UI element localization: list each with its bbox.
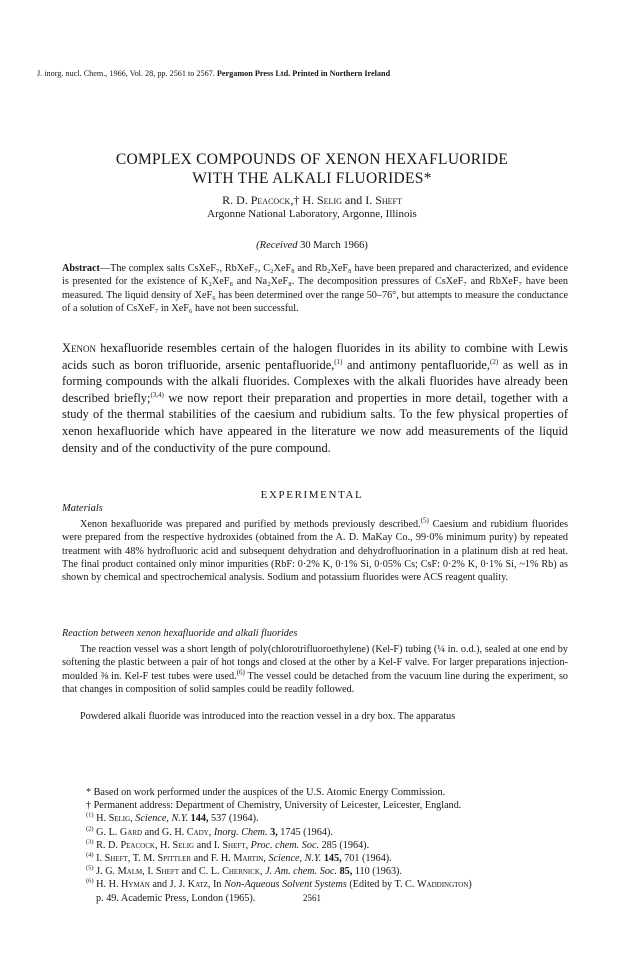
reference-text: , In [207,879,225,891]
reference-text: 1745 (1964). [277,826,333,838]
reference-text: I. [93,853,105,865]
author-3-name: Sheft [375,193,402,207]
reference-author: Sheft [104,853,128,865]
intro-text: we now report their preparation and properties in more detail, together with a study of the thermal stabilities of the caesium and rubidium salts. To the few physical properties of xenon hexafluoride which have appeared in the literature we now add measurements of the liquid density and of the conductivity of the pure compound. [62,390,568,455]
reference-text: 110 (1963). [352,866,403,878]
reference-5 [86,865,576,878]
introduction [62,340,568,456]
reference-author: Sheft [222,839,246,851]
author-2-name: Selig [317,193,342,207]
reference-journal: Science, N.Y. [268,853,322,865]
author-3-initials: I. [365,193,376,207]
author-1-initials: R. D. [222,193,251,207]
reference-text: (Edited by T. C. [346,879,417,891]
intro-text: as well as in forming compounds with the alkali fluorides. Complexes with the alkali fluorides have already been described briefly; [62,357,568,405]
reference-journal: Inorg. Chem. [213,826,268,838]
reference-text: , [245,839,251,851]
reference-4 [86,852,576,865]
reference-number: (5) [86,864,94,872]
reference-2 [86,826,576,839]
subsection-reaction: Reaction between xenon hexafluoride and alkali fluorides [62,628,298,639]
reference-journal: Proc. chem. Soc. [250,839,320,851]
author-conjunction: and [341,193,366,207]
reference-author: Katz [187,879,208,891]
reference-number: (2) [86,825,94,833]
received-value: 30 March 1966) [297,240,368,251]
reference-text: , [130,813,136,825]
title-line-1: COMPLEX COMPOUNDS OF XENON HEXAFLUORIDE [115,151,509,168]
materials-paragraph [62,518,568,584]
intro-text: and antimony pentafluoride, [342,357,490,372]
reference-number: (3) [86,838,94,846]
reference-number: (4) [86,851,94,859]
printed-location: Printed in Northern Ireland [292,69,391,78]
reference-text: and I. [194,839,223,851]
ref-marker: (3,4) [150,390,164,399]
reference-volume: 85, [339,866,353,878]
reference-text: and F. H. [191,853,234,865]
reference-text: , [259,866,266,878]
affiliation: Argonne National Laboratory, Argonne, Illinois [207,208,417,220]
reference-book: Non-Aqueous Solvent Systems [224,879,347,891]
ref-marker: (1) [334,357,343,366]
reference-text: , [208,826,214,838]
reference-author: Peacock [120,839,155,851]
subsection-materials: Materials [62,503,103,514]
reference-author: Chernick [222,866,260,878]
page-number: 2561 [303,893,321,903]
reference-volume: 145, [323,853,342,865]
abstract-label: Abstract [62,263,100,274]
paragraph-text: Caesium and rubidium fluorides were prepared from the respective hydroxides (obtained from the A. D. MaKay Co., 99·0% minimum purity) by repeated treatment with 48% hydrofluoric acid and subsequent dehydration and dehydrofluorination in a platinum dish at red heat. The final product contained only minor impurities (RbF: 0·2% K, 0·1% Si, 0·05% Cs; CsF: 0·2% K, 0·1% Si, ~1% Rb) as shown by chemical and spectrochemical analysis. Sodium and potassium fluorides were ACS reagent quality. [62,519,568,584]
footnotes [86,786,576,905]
ref-marker: (6) [236,668,245,677]
reference-text: and J. J. [149,879,188,891]
reference-number: (1) [86,812,94,820]
reference-text: ) [468,879,472,891]
reference-text: 537 (1964). [208,813,259,825]
paragraph-text: The vessel could be detached from the vacuum line during the experiment, so that changes in composition of solid samples could be readily followed. [62,670,569,695]
paragraph-text: The reaction vessel was a short length of poly(chlorotrifluoroethylene) (Kel-F) tubing (¼ in. o.d.), sealed at one end by softening the plastic between a pair of hot tongs and closed at the other by a Kel-F valve. For larger preparations injection-moulded ⅜ in. Kel-F test tubes were used. [62,644,568,682]
reference-author: Hyman [121,879,150,891]
reference-1 [86,812,576,825]
author-1-name: Peacock [250,193,291,207]
title-line-2: WITH THE ALKALI FLUORIDES* [192,170,432,187]
reference-text: 285 (1964). [319,839,370,851]
reference-editor: Waddington [416,879,469,891]
abstract [62,262,568,315]
reaction-paragraph [62,643,568,696]
reference-text: J. G. [93,866,118,878]
footnote-dagger: † Permanent address: Department of Chemistry, University of Leicester, Leicester, England. [86,800,462,812]
abstract-text: —The complex salts CsXeF₇, RbXeF₇, C₂XeF₈ and Rb₂XeF₈ have been prepared and characterized, and evidence is presented for the existence of K₂XeF₈ and Na₂XeF₈. The decomposition pressures of CsXeF₇ and RbXeF₇ have been measured. The liquid density of XeF₆ has been determined over the range 50–76°, but attempts to measure the conductance of a solution of CsXeF₇ in XeF₆ have not been successful. [62,263,568,314]
reference-author: Selig [108,813,131,825]
reference-6-continued: p. 49. Academic Press, London (1965). [96,892,256,904]
section-heading-experimental: EXPERIMENTAL [260,489,364,501]
paragraph-text: Xenon hexafluoride was prepared and purified by methods previously described. [80,519,421,530]
reference-text: H. [93,813,109,825]
reference-text: , H. [154,839,173,851]
reference-author: Cady [186,826,209,838]
author-1-mark: ,† [290,193,303,207]
reference-number: (6) [86,878,94,886]
running-header [37,69,597,78]
reference-journal: Science, N.Y. [135,813,189,825]
received-label: (Received [256,240,298,251]
reference-author: Sheft [155,866,180,878]
author-2-initials: H. [302,193,317,207]
reference-text: R. D. [93,839,121,851]
reference-author: Spittler [157,853,192,865]
reference-text: and C. L. [179,866,223,878]
reference-text: 701 (1964). [341,853,392,865]
reference-author: Gard [119,826,143,838]
reference-author: Martin [233,853,264,865]
reference-volume: 144, [190,813,209,825]
article-title [0,150,624,188]
reference-text: and G. H. [142,826,187,838]
reference-journal: J. Am. chem. Soc. [265,866,338,878]
reference-volume: 3, [270,826,278,838]
reference-text: , I. [142,866,156,878]
reference-6 [86,878,576,891]
reference-author: Selig [172,839,195,851]
authors [0,193,624,208]
footnote-star: * Based on work performed under the auspices of the U.S. Atomic Energy Commission. [86,787,446,798]
citation: J. inorg. nucl. Chem., 1966, Vol. 28, pp. 2561 to 2567. [37,69,215,78]
intro-lead: Xenon [62,341,96,355]
ref-marker: (2) [489,357,499,366]
received-date [0,240,624,251]
reference-text: H. H. [93,879,122,891]
reference-3 [86,839,576,852]
reference-text: , [263,853,269,865]
reference-author: Malm [117,866,143,878]
intro-text: hexafluoride resembles certain of the halogen fluorides in its ability to combine with Lewis acids such as boron trifluoride, arsenic pentafluoride, [62,341,568,372]
apparatus-paragraph: Powdered alkali fluoride was introduced into the reaction vessel in a dry box. The apparatus [80,711,456,722]
reference-text: , T. M. [127,853,158,865]
publisher: Pergamon Press Ltd. [216,69,291,78]
reference-text: G. L. [93,826,120,838]
ref-marker: (5) [420,516,429,525]
